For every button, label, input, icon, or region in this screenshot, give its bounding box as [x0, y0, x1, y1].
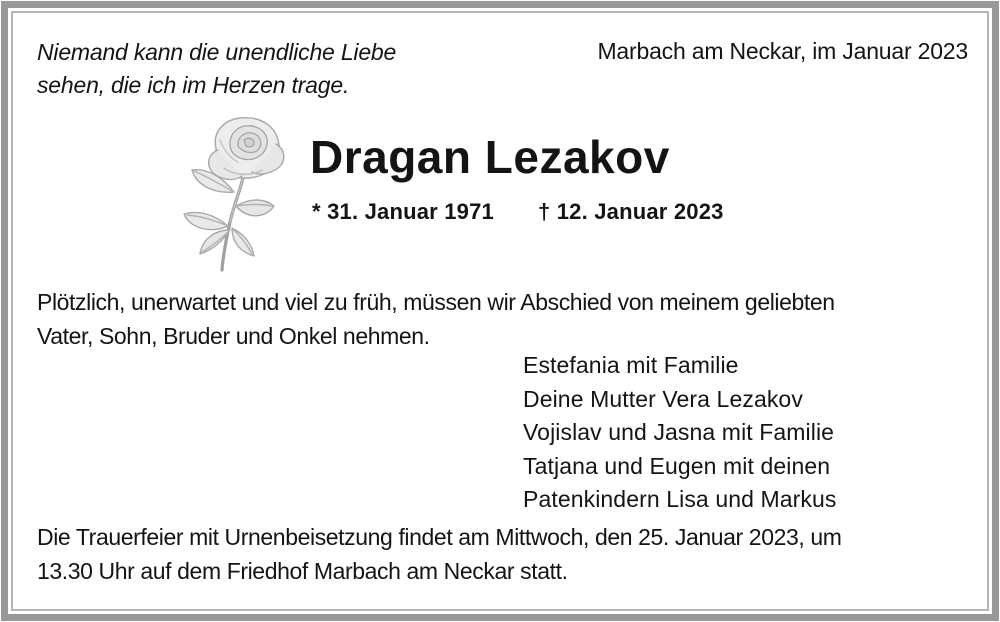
mourner-line: Deine Mutter Vera Lezakov — [523, 385, 803, 412]
funeral-line: Die Trauerfeier mit Urnenbeisetzung findet am Mittwoch, den 25. Januar 2023, um — [37, 524, 842, 550]
deceased-name: Dragan Lezakov — [310, 131, 670, 183]
announcement-paragraph — [37, 286, 835, 353]
opening-quote — [37, 36, 396, 102]
funeral-line: 13.30 Uhr auf dem Friedhof Marbach am Neckar statt. — [37, 557, 568, 584]
mourner-line: Vojislav und Jasna mit Familie — [523, 419, 835, 446]
place-dateline: Marbach am Neckar, im Januar 2023 — [597, 38, 968, 64]
mourner-line: Patenkindern Lisa und Markus — [523, 486, 837, 513]
rose-icon — [178, 114, 298, 272]
funeral-details-paragraph — [37, 521, 842, 588]
mourner-line: Estefania mit Familie — [523, 352, 739, 378]
death-date: † 12. Januar 2023 — [537, 199, 724, 224]
life-dates — [312, 199, 724, 225]
birth-date: * 31. Januar 1971 — [312, 199, 494, 224]
mourner-line: Tatjana und Eugen mit deinen — [523, 452, 831, 479]
quote-line: sehen, die ich im Herzen trage. — [37, 72, 350, 98]
mourners-list — [523, 349, 836, 517]
announcement-line: Plötzlich, unerwartet und viel zu früh, müssen wir Abschied von meinem geliebten — [37, 289, 835, 315]
quote-line: Niemand kann die unendliche Liebe — [37, 39, 397, 65]
announcement-line: Vater, Sohn, Bruder und Onkel nehmen. — [37, 322, 430, 349]
